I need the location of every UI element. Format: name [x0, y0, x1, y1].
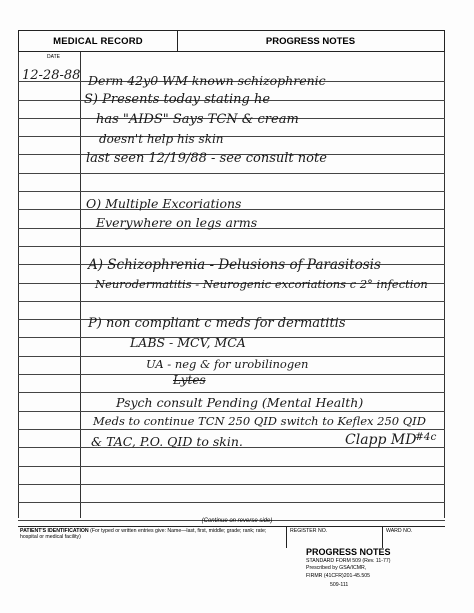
note-line-16: & TAC, P.O. QID to skin. [91, 434, 243, 449]
note-line-1: Derm 42y0 WM known schizophrenic [88, 73, 326, 88]
note-line-assessment: A) Schizophrenia - Delusions of Parasitosis [88, 257, 381, 273]
note-line-lytes: Lytes [173, 373, 206, 387]
note-annotation-right: #4c [415, 431, 437, 443]
note-line-5: last seen 12/19/88 - see consult note [86, 151, 327, 166]
form-prescribed-line: Prescribed by GSA/ICMR, [306, 565, 367, 571]
form-title: PROGRESS NOTES [306, 547, 391, 557]
note-line-objective: O) Multiple Excoriations [86, 196, 242, 211]
note-line-7: Everywhere on legs arms [96, 215, 258, 230]
patient-identification [20, 528, 280, 540]
ward-label: WARD NO. [386, 528, 413, 534]
note-line-plan: P) non compliant c meds for dermatitis [88, 316, 346, 331]
note-line-3: has "AIDS" Says TCN & cream [96, 112, 299, 127]
note-line-4: doesn't help his skin [99, 132, 224, 146]
medical-record-title: MEDICAL RECORD [19, 31, 178, 51]
progress-notes-title: PROGRESS NOTES [265, 35, 356, 47]
date-column-label: DATE [47, 54, 60, 60]
patient-id-label: PATIENT'S IDENTIFICATION [20, 528, 89, 534]
note-line-meds: Meds to continue TCN 250 QID switch to Keflex 250 QID [93, 414, 426, 428]
note-line-9: Neurodermatitis - Neurogenic excoriations c 2° infection [95, 277, 428, 291]
ruled-lines [18, 64, 445, 521]
continue-note: (Continue on reverse side) [201, 518, 273, 524]
form-firmr-line: FIRMR (41CFR)201-45.505 [306, 573, 371, 579]
patient-id-hint: (For typed or written entries give: Name—last, first, middle; grade; rank; rate; hospital or medical facility) [20, 528, 267, 540]
note-line-labs: LABS - MCV, MCA [130, 335, 246, 350]
note-line-psych: Psych consult Pending (Mental Health) [116, 395, 364, 410]
ward-box [382, 526, 445, 548]
form-code: 509-111 [330, 582, 349, 588]
register-box [286, 526, 383, 548]
note-date: 12-28-88 [22, 68, 81, 83]
form-standard-line: STANDARD FORM 509 (Rev. 11-77) [306, 558, 391, 564]
form-header [18, 30, 445, 52]
note-line-subjective: S) Presents today stating he [84, 92, 271, 107]
note-line-ua: UA - neg & for urobilinogen [146, 357, 309, 371]
physician-signature: Clapp MD [345, 432, 417, 448]
register-label: REGISTER NO. [290, 528, 328, 534]
